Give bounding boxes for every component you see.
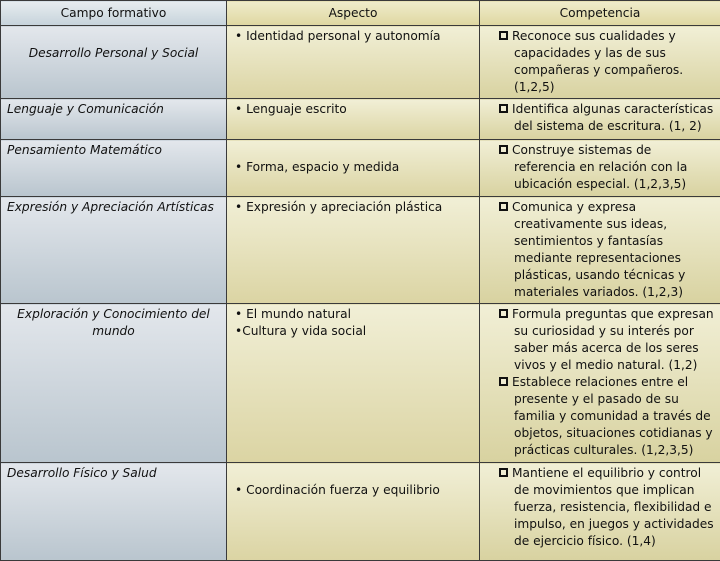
competencia-item: Identifica algunas características del sistema de escritura. (1, 2) bbox=[485, 101, 714, 135]
competencia-cell bbox=[480, 99, 720, 140]
aspecto-item: • Expresión y apreciación plástica bbox=[235, 199, 471, 216]
competencia-item: Reconoce sus cualidades y capacidades y las de sus compañeras y compañeros. (1,2,5) bbox=[485, 28, 714, 96]
aspecto-item: • Identidad personal y autonomía bbox=[235, 28, 471, 45]
header-aspecto: Aspecto bbox=[227, 1, 480, 26]
aspecto-cell bbox=[227, 99, 480, 140]
table-row bbox=[1, 304, 720, 463]
campo-cell: Expresión y Apreciación Artísticas bbox=[1, 197, 227, 304]
competencia-item: Comunica y expresa creativamente sus ideas, sentimientos y fantasías mediante representaciones plásticas, usando técnicas y materiales variados. (1,2,3) bbox=[485, 199, 714, 301]
header-competencia: Competencia bbox=[480, 1, 720, 26]
square-bullet-icon bbox=[499, 377, 508, 386]
square-bullet-icon bbox=[499, 31, 508, 40]
competencia-item: Construye sistemas de referencia en relación con la ubicación especial. (1,2,3,5) bbox=[485, 142, 714, 193]
competencia-item: Formula preguntas que expresan su curiosidad y su interés por saber más acerca de los seres vivos y el medio natural. (1,2) bbox=[485, 306, 714, 374]
aspecto-cell bbox=[227, 197, 480, 304]
competencia-cell bbox=[480, 26, 720, 99]
square-bullet-icon bbox=[499, 145, 508, 154]
campo-cell: Desarrollo Físico y Salud bbox=[1, 463, 227, 561]
campo-cell: Pensamiento Matemático bbox=[1, 140, 227, 197]
competencia-cell bbox=[480, 140, 720, 197]
aspecto-item: • Lenguaje escrito bbox=[235, 101, 471, 118]
competencia-cell bbox=[480, 304, 720, 463]
table-row bbox=[1, 140, 720, 197]
table-row bbox=[1, 99, 720, 140]
table-row bbox=[1, 463, 720, 561]
competencia-item: Establece relaciones entre el presente y el pasado de su familia y comunidad a través de objetos, situaciones cotidianas y prácticas culturales. (1,2,3,5) bbox=[485, 374, 714, 459]
competencia-item: Mantiene el equilibrio y control de movimientos que implican fuerza, resistencia, flexibilidad e impulso, en juegos y actividades de ejercicio físico. (1,4) bbox=[485, 465, 714, 550]
campo-cell: Lenguaje y Comunicación bbox=[1, 99, 227, 140]
square-bullet-icon bbox=[499, 104, 508, 113]
campo-cell: Exploración y Conocimiento del mundo bbox=[1, 304, 227, 463]
campo-cell: Desarrollo Personal y Social bbox=[1, 26, 227, 99]
square-bullet-icon bbox=[499, 468, 508, 477]
table-row bbox=[1, 26, 720, 99]
aspecto-item: • Coordinación fuerza y equilibrio bbox=[235, 482, 471, 499]
aspecto-cell bbox=[227, 304, 480, 463]
aspecto-item: • Forma, espacio y medida bbox=[235, 159, 471, 176]
aspecto-cell bbox=[227, 26, 480, 99]
square-bullet-icon bbox=[499, 202, 508, 211]
competencia-cell bbox=[480, 197, 720, 304]
aspecto-item: • El mundo natural bbox=[235, 306, 471, 323]
aspecto-item: •Cultura y vida social bbox=[235, 323, 471, 340]
square-bullet-icon bbox=[499, 309, 508, 318]
competencia-cell bbox=[480, 463, 720, 561]
aspecto-cell bbox=[227, 140, 480, 197]
header-campo: Campo formativo bbox=[1, 1, 227, 26]
table-header-row bbox=[1, 1, 720, 26]
aspecto-cell bbox=[227, 463, 480, 561]
table-row bbox=[1, 197, 720, 304]
